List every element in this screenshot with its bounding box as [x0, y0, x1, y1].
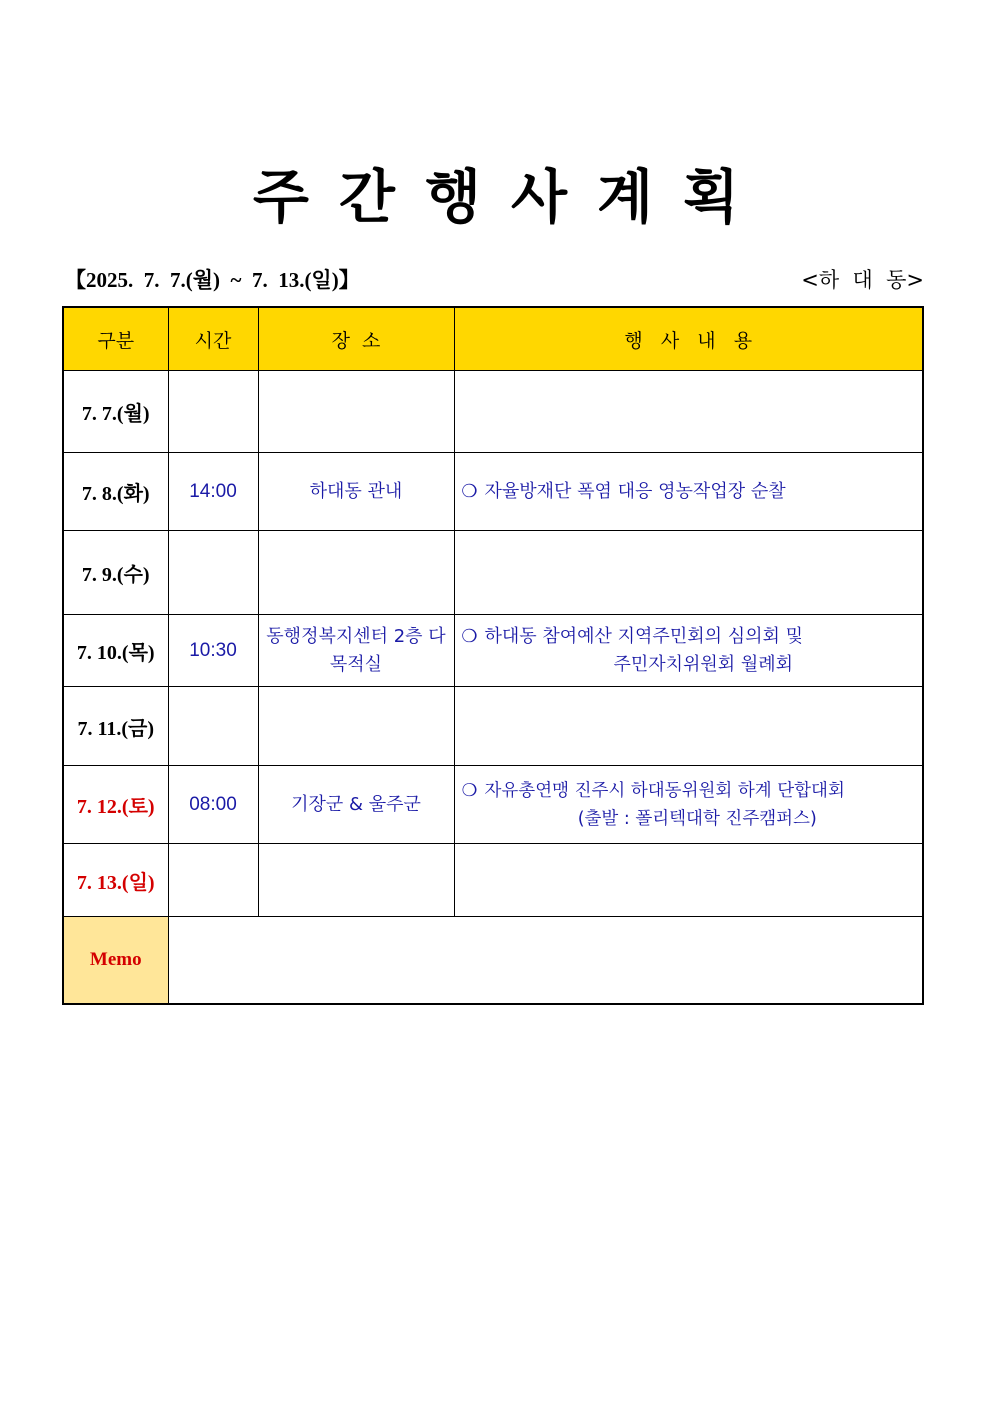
date-range: 【2025. 7. 7.(월) ~ 7. 13.(일)】: [65, 268, 360, 292]
memo-label: Memo: [63, 917, 168, 1004]
page-title: 주간행사계획: [252, 163, 770, 231]
row-time: [168, 371, 258, 453]
row-date: 7. 9.(수): [63, 531, 168, 615]
table-row: [63, 371, 923, 453]
content-line: 주민자치위원회 월례회: [613, 653, 794, 675]
row-date: 7. 10.(목): [63, 615, 168, 687]
department-label: <하 대 동>: [801, 268, 924, 292]
row-date: 7. 7.(월): [63, 371, 168, 453]
schedule-table: [62, 306, 924, 1005]
content-line: 하대동 참여예산 지역주민회의 심의회 및: [484, 625, 803, 647]
row-time: 10:30: [168, 615, 258, 687]
row-content: [454, 453, 923, 531]
content-line: (출발 : 폴리텍대학 진주캠퍼스): [577, 808, 817, 829]
table-row: [63, 453, 923, 531]
memo-field[interactable]: [168, 917, 923, 1004]
table-row: [63, 687, 923, 766]
row-place: [258, 531, 454, 615]
table-row: [63, 844, 923, 917]
row-time: [168, 844, 258, 917]
header-category: 구분: [63, 307, 168, 371]
row-place: 동행정복지센터 2층 다목적실: [258, 615, 454, 687]
row-date: 7. 13.(일): [63, 844, 168, 917]
row-place: [258, 844, 454, 917]
content-line: 자유총연맹 진주시 하대동위원회 하계 단합대회: [484, 780, 845, 801]
row-time: 14:00: [168, 453, 258, 531]
table-row: [63, 615, 923, 687]
row-place: [258, 371, 454, 453]
row-time: [168, 687, 258, 766]
content-line: 자율방재단 폭염 대응 영농작업장 순찰: [484, 480, 786, 502]
row-time: [168, 531, 258, 615]
row-place: 하대동 관내: [258, 453, 454, 531]
row-content: [454, 531, 923, 615]
table-row: [63, 531, 923, 615]
row-content: [454, 687, 923, 766]
row-content: [454, 615, 923, 687]
row-date: 7. 11.(금): [63, 687, 168, 766]
row-content: [454, 766, 923, 844]
header-time: 시간: [168, 307, 258, 371]
row-place: [258, 687, 454, 766]
header-place: 장 소: [258, 307, 454, 371]
circle-bullet-icon: ❍: [461, 625, 478, 647]
row-date: 7. 12.(토): [63, 766, 168, 844]
row-content: [454, 371, 923, 453]
row-content: [454, 844, 923, 917]
memo-row: [63, 917, 923, 1004]
row-place: 기장군 & 울주군: [258, 766, 454, 844]
circle-bullet-icon: ❍: [461, 480, 478, 502]
header-content: 행 사 내 용: [454, 307, 923, 371]
row-time: 08:00: [168, 766, 258, 844]
table-row: [63, 766, 923, 844]
circle-bullet-icon: ❍: [461, 780, 478, 801]
table-header-row: [63, 307, 923, 371]
row-date: 7. 8.(화): [63, 453, 168, 531]
